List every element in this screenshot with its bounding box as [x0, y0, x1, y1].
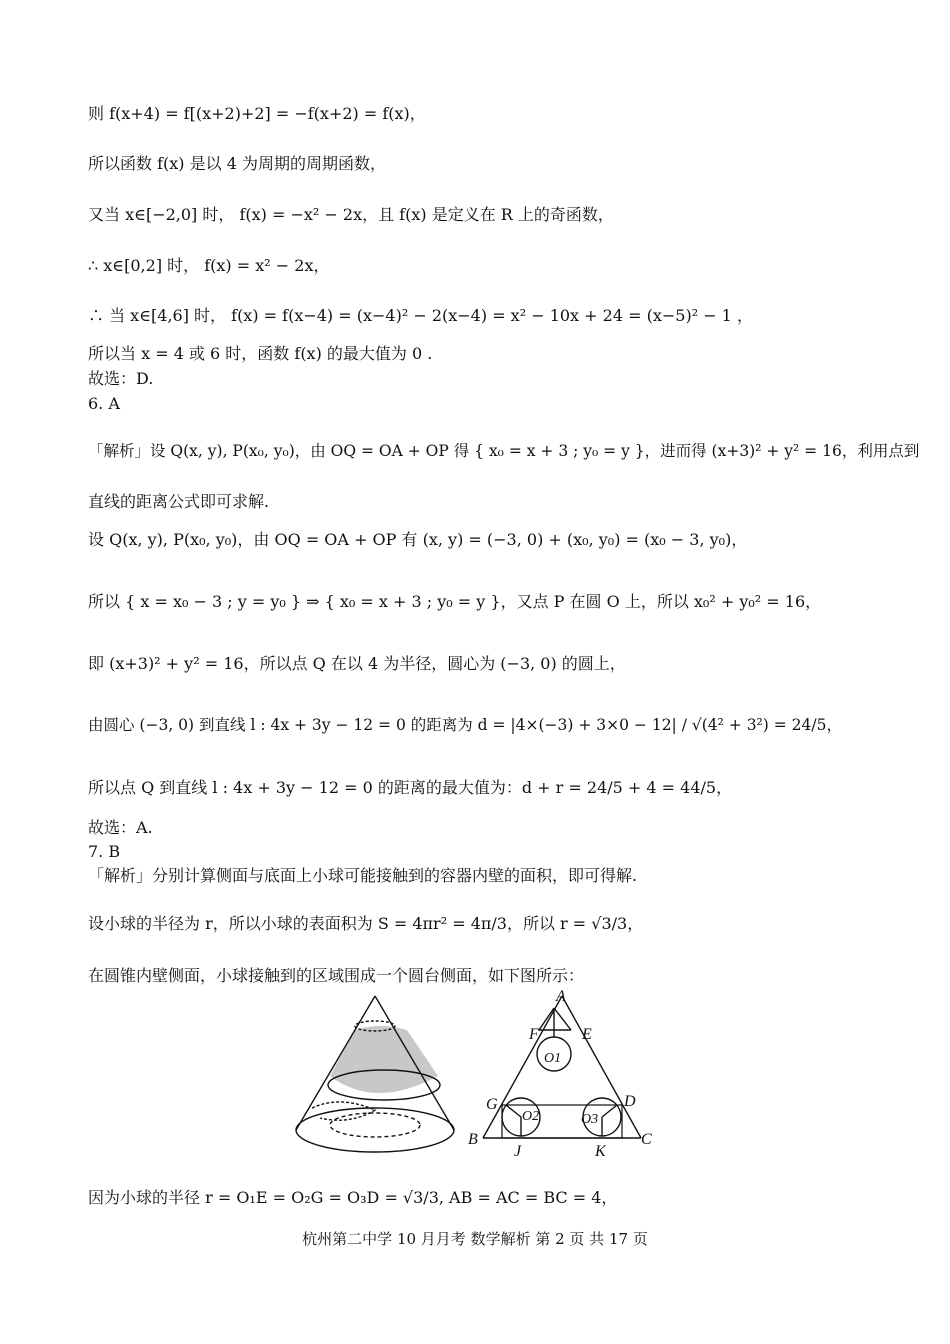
label-F: F — [529, 1026, 539, 1043]
text-line-11: 设 Q(x, y), P(x₀, y₀)，由 OQ = OA + OP 有 (x, y) = (−3, 0) + (x₀, y₀) = (x₀ − 3, y₀)， — [88, 530, 748, 549]
text-line-4: ∴ x∈[0,2] 时， f(x) = x² − 2x， — [88, 256, 330, 275]
triangle-figure — [483, 996, 641, 1138]
page-footer: 杭州第二中学 10 月月考 数学解析 第 2 页 共 17 页 — [302, 1230, 648, 1248]
label-B: B — [468, 1131, 478, 1148]
label-A: A — [556, 990, 566, 1005]
label-O1: O1 — [544, 1051, 562, 1066]
label-O3: O3 — [581, 1112, 599, 1127]
text-line-1: 则 f(x+4) = f[(x+2)+2] = −f(x+2) = f(x)， — [88, 104, 426, 123]
text-line-6: 所以当 x = 4 或 6 时，函数 f(x) 的最大值为 0 . — [88, 344, 433, 363]
text-line-12: 所以 { x = x₀ − 3 ; y = y₀ } ⇒ { x₀ = x + 3 ; y₀ = y }，又点 P 在圆 O 上，所以 x₀² + y₀² = 16， — [88, 592, 822, 611]
text-line-3: 又当 x∈[−2,0] 时， f(x) = −x² − 2x，且 f(x) 是定义在 R 上的奇函数， — [88, 205, 614, 224]
text-line-15: 所以点 Q 到直线 l : 4x + 3y − 12 = 0 的距离的最大值为：d + r = 24/5 + 4 = 44/5， — [88, 778, 733, 797]
label-J: J — [514, 1143, 522, 1160]
label-E: E — [582, 1026, 592, 1043]
problem-6-answer: 6. A — [88, 394, 120, 413]
text-line-16: 故选：A. — [88, 818, 153, 837]
label-C: C — [641, 1131, 652, 1148]
problem-6-analysis: 「解析」设 Q(x, y), P(x₀, y₀)，由 OQ = OA + OP 得 { x₀ = x + 3 ; y₀ = y }，进而得 (x+3)² + y² = 16，利用点到 — [88, 442, 920, 460]
text-line-2: 所以函数 f(x) 是以 4 为周期的周期函数， — [88, 154, 386, 173]
text-line-14: 由圆心 (−3, 0) 到直线 l : 4x + 3y − 12 = 0 的距离为 d = |4×(−3) + 3×0 − 12| / √(4² + 3²) = 24/5， — [88, 716, 842, 734]
cone-figure — [296, 996, 454, 1152]
text-line-5: ∴ 当 x∈[4,6] 时， f(x) = f(x−4) = (x−4)² − 2(x−4) = x² − 10x + 24 = (x−5)² − 1 ， — [88, 306, 753, 325]
text-line-10: 直线的距离公式即可求解. — [88, 492, 270, 511]
text-line-19: 设小球的半径为 r，所以小球的表面积为 S = 4πr² = 4π/3，所以 r = √3/3， — [88, 914, 644, 933]
label-G: G — [486, 1096, 498, 1113]
problem-7-analysis: 「解析」分别计算侧面与底面上小球可能接触到的容器内壁的面积，即可得解. — [88, 866, 638, 885]
problem-7-answer: 7. B — [88, 842, 121, 861]
text-line-7: 故选：D. — [88, 369, 154, 388]
label-K: K — [595, 1143, 606, 1160]
text-line-20: 在圆锥内壁侧面，小球接触到的区域围成一个圆台侧面，如下图所示： — [88, 966, 585, 985]
label-D: D — [624, 1093, 636, 1110]
label-O2: O2 — [522, 1109, 540, 1124]
text-line-13: 即 (x+3)² + y² = 16，所以点 Q 在以 4 为半径，圆心为 (−3, 0) 的圆上， — [88, 654, 626, 673]
geometry-figure — [290, 990, 670, 1162]
text-line-21: 因为小球的半径 r = O₁E = O₂G = O₃D = √3/3, AB = AC = BC = 4， — [88, 1188, 618, 1207]
